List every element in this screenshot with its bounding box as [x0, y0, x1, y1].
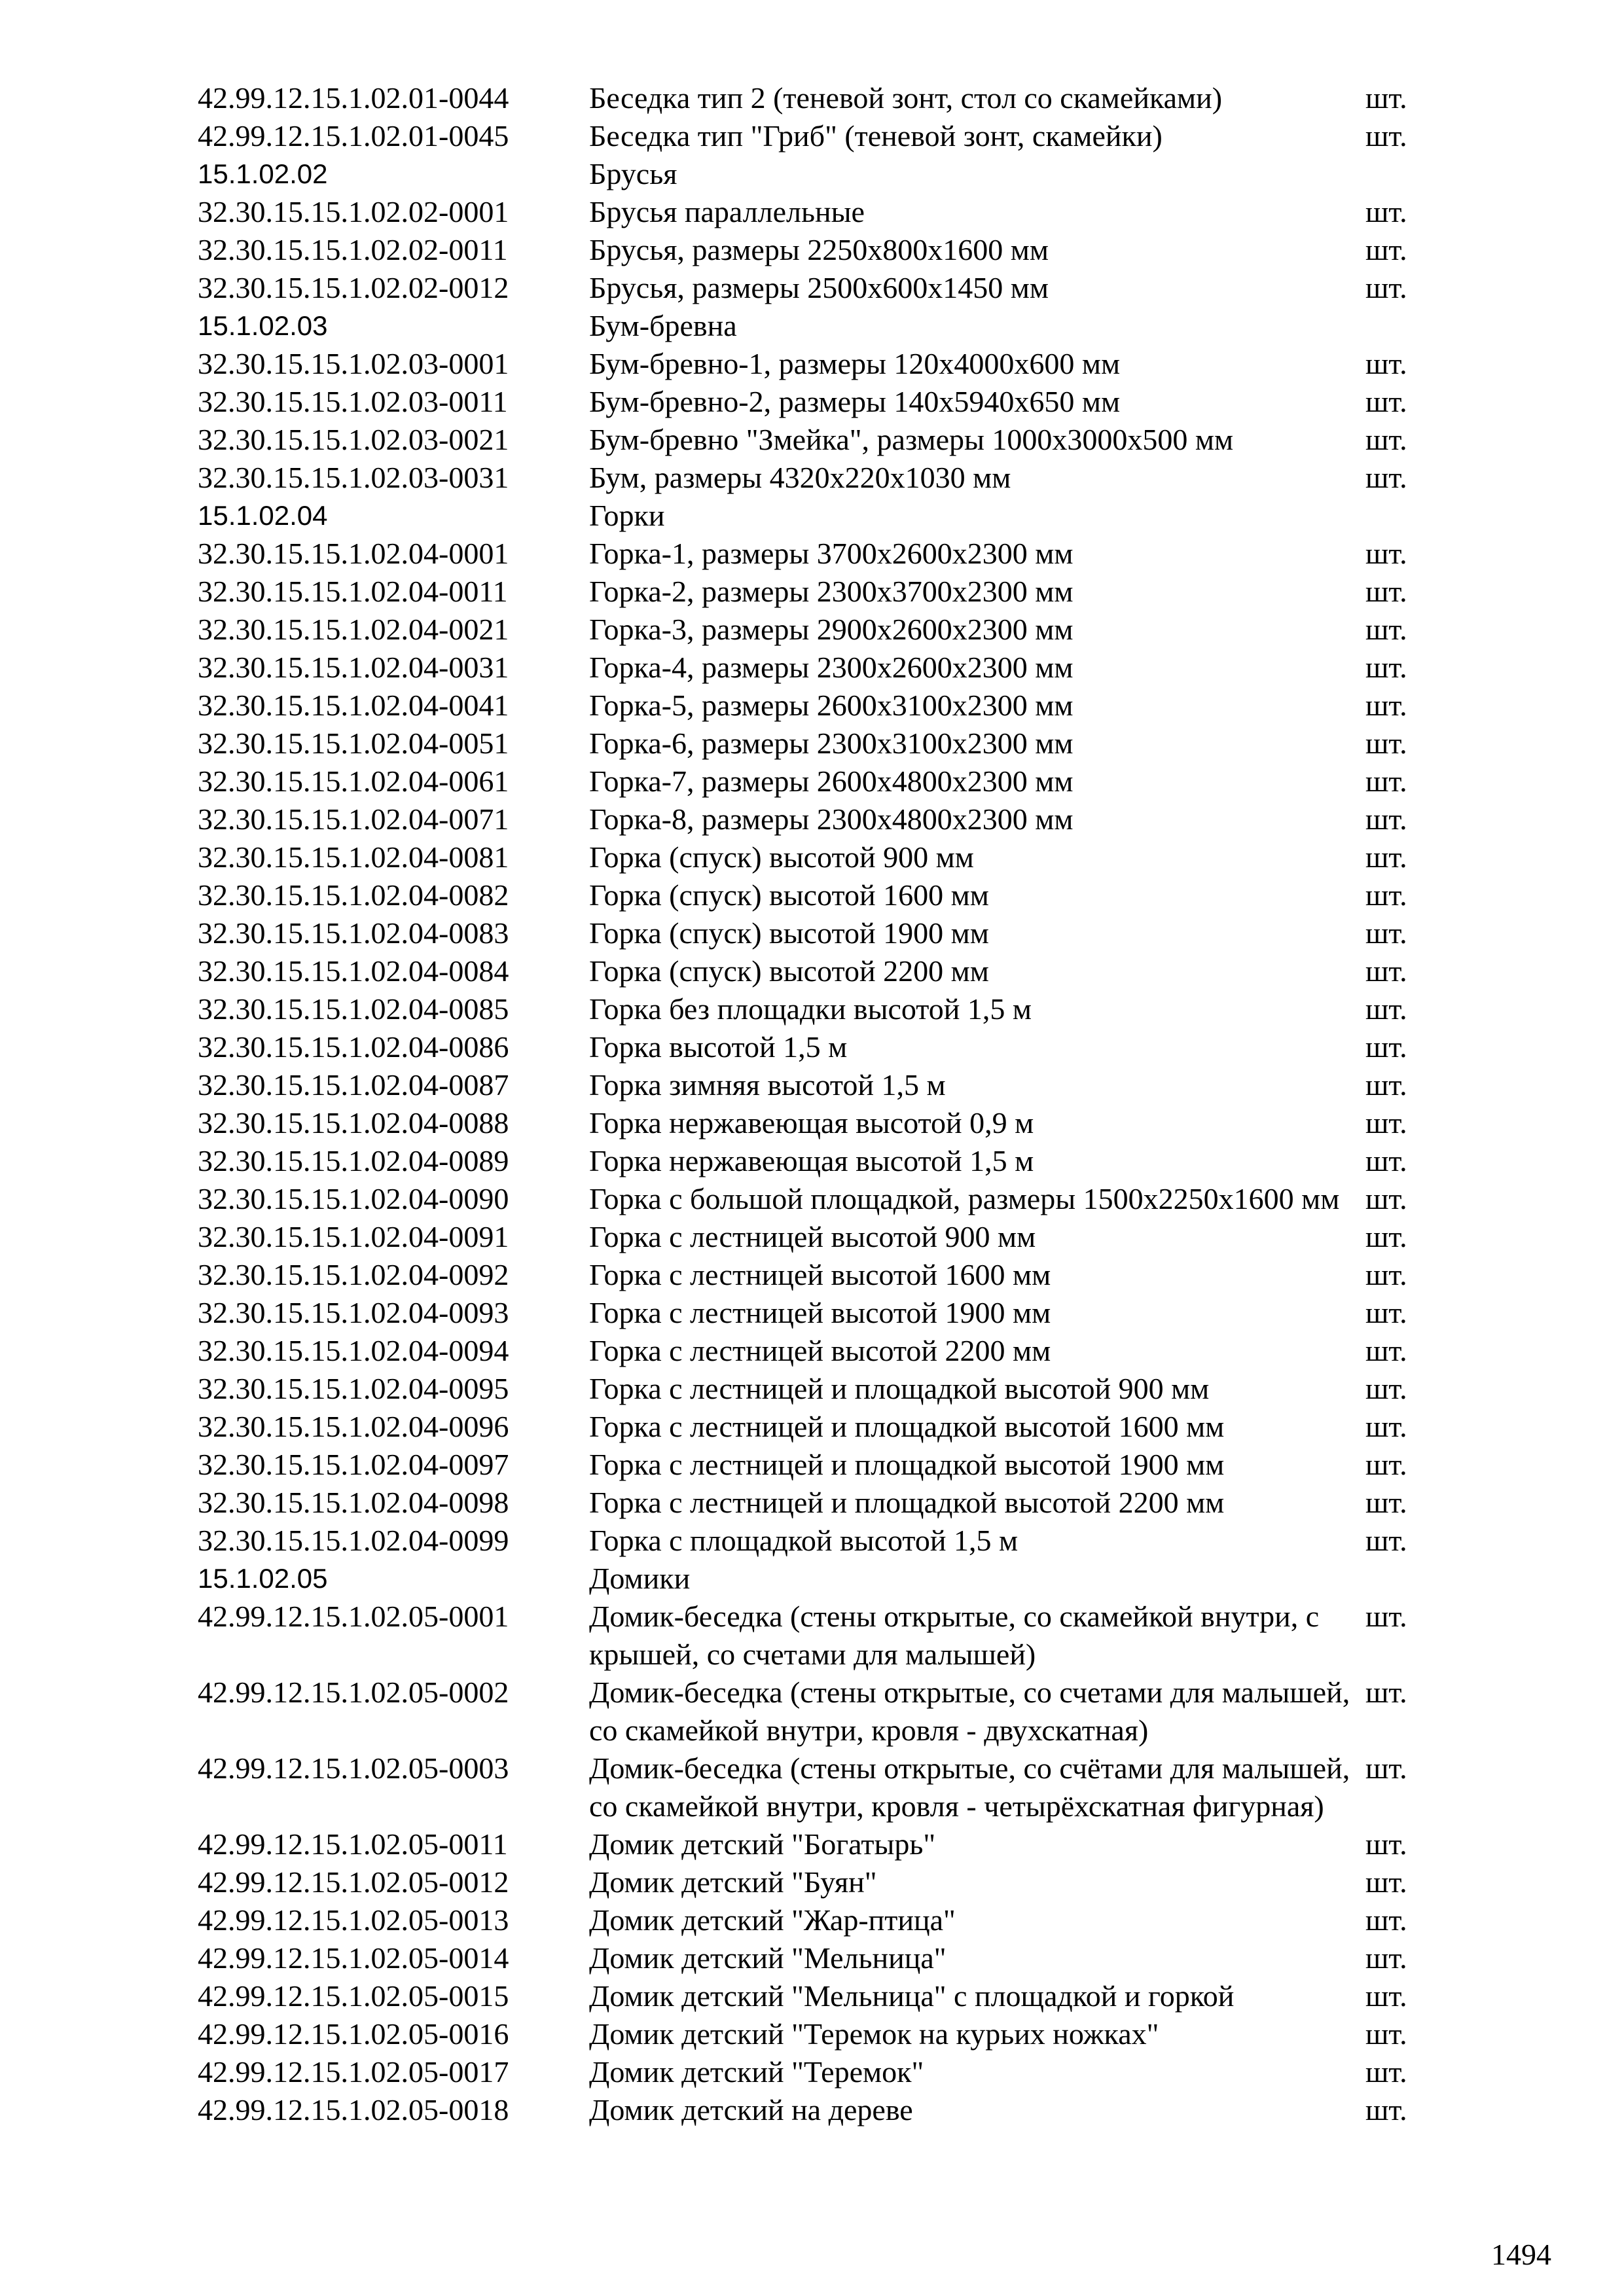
item-name: Домик детский "Жар-птица" — [589, 1903, 956, 1937]
item-unit: шт. — [1365, 575, 1407, 608]
item-name: Бум-бревно-2, размеры 140х5940х650 мм — [589, 385, 1121, 418]
item-code: 42.99.12.15.1.02.01-0044 — [198, 81, 509, 115]
section-title: Брусья — [589, 157, 677, 190]
list-item — [198, 231, 1441, 269]
item-unit: шт. — [1365, 1410, 1407, 1443]
section-code: 15.1.02.02 — [198, 158, 328, 189]
item-name: Горка с площадкой высотой 1,5 м — [589, 1524, 1019, 1557]
list-item — [198, 1332, 1441, 1370]
item-name: Домик детский "Мельница" — [589, 1941, 947, 1975]
section-title: Горки — [589, 499, 665, 532]
item-code: 32.30.15.15.1.02.04-0086 — [198, 1030, 509, 1064]
list-item — [198, 1028, 1441, 1066]
item-unit: шт. — [1365, 1448, 1407, 1481]
item-name: Домик-беседка (стены открытые, со счётами для малышей, со скамейкой внутри, кровля - четырёхскатная фигурная) — [589, 1751, 1350, 1823]
list-item — [198, 687, 1441, 725]
item-unit: шт. — [1365, 1258, 1407, 1291]
list-item — [198, 1370, 1441, 1408]
item-name: Горка-8, размеры 2300х4800х2300 мм — [589, 802, 1074, 836]
item-unit: шт. — [1365, 1030, 1407, 1064]
item-code: 32.30.15.15.1.02.04-0082 — [198, 878, 509, 912]
item-name: Горка (спуск) высотой 2200 мм — [589, 954, 989, 988]
item-name: Горка-7, размеры 2600х4800х2300 мм — [589, 764, 1074, 798]
item-code: 42.99.12.15.1.02.05-0017 — [198, 2055, 509, 2089]
list-item — [198, 952, 1441, 990]
item-unit: шт. — [1365, 916, 1407, 950]
section-header-row — [198, 307, 1441, 345]
section-title: Домики — [589, 1562, 691, 1595]
item-name: Горка высотой 1,5 м — [589, 1030, 848, 1064]
list-item — [198, 800, 1441, 838]
item-unit: шт. — [1365, 1106, 1407, 1139]
item-unit: шт. — [1365, 1296, 1407, 1329]
list-item — [198, 1977, 1441, 2015]
item-unit: шт. — [1365, 1144, 1407, 1177]
item-name: Горка нержавеющая высотой 0,9 м — [589, 1106, 1034, 1139]
item-name: Горка нержавеющая высотой 1,5 м — [589, 1144, 1034, 1177]
resource-list — [198, 79, 1441, 2129]
item-code: 42.99.12.15.1.02.05-0011 — [198, 1827, 508, 1861]
item-name: Горка с лестницей и площадкой высотой 1600 мм — [589, 1410, 1225, 1443]
item-name: Беседка тип "Гриб" (теневой зонт, скамейки) — [589, 119, 1163, 152]
item-unit: шт. — [1365, 1600, 1407, 1633]
list-item — [198, 535, 1441, 573]
item-unit: шт. — [1365, 537, 1407, 570]
list-item — [198, 1939, 1441, 1977]
item-code: 42.99.12.15.1.02.05-0015 — [198, 1979, 509, 2013]
item-name: Горка без площадки высотой 1,5 м — [589, 992, 1032, 1026]
item-code: 32.30.15.15.1.02.04-0011 — [198, 575, 508, 608]
item-name: Домик-беседка (стены открытые, со счетами для малышей, со скамейкой внутри, кровля - двухскатная) — [589, 1676, 1350, 1747]
item-unit: шт. — [1365, 81, 1407, 115]
section-code: 15.1.02.05 — [198, 1563, 328, 1594]
item-code: 42.99.12.15.1.02.05-0001 — [198, 1600, 509, 1633]
item-code: 32.30.15.15.1.02.04-0061 — [198, 764, 509, 798]
item-unit: шт. — [1365, 271, 1407, 304]
item-code: 32.30.15.15.1.02.04-0001 — [198, 537, 509, 570]
item-code: 42.99.12.15.1.02.01-0045 — [198, 119, 509, 152]
item-name: Домик-беседка (стены открытые, со скамейкой внутри, с крышей, со счетами для малышей) — [589, 1600, 1320, 1671]
item-unit: шт. — [1365, 992, 1407, 1026]
item-code: 32.30.15.15.1.02.03-0021 — [198, 423, 509, 456]
item-name: Домик детский "Богатырь" — [589, 1827, 936, 1861]
item-code: 32.30.15.15.1.02.04-0094 — [198, 1334, 509, 1367]
list-item — [198, 1294, 1441, 1332]
section-header-row — [198, 155, 1441, 193]
item-name: Брусья, размеры 2250х800х1600 мм — [589, 233, 1049, 266]
item-name: Горка-3, размеры 2900х2600х2300 мм — [589, 613, 1074, 646]
item-code: 42.99.12.15.1.02.05-0018 — [198, 2093, 509, 2126]
item-name: Горка-1, размеры 3700х2600х2300 мм — [589, 537, 1074, 570]
item-code: 32.30.15.15.1.02.02-0011 — [198, 233, 508, 266]
list-item — [198, 1218, 1441, 1256]
item-code: 32.30.15.15.1.02.04-0031 — [198, 651, 509, 684]
item-unit: шт. — [1365, 878, 1407, 912]
item-unit: шт. — [1365, 1903, 1407, 1937]
item-unit: шт. — [1365, 347, 1407, 380]
item-unit: шт. — [1365, 2055, 1407, 2089]
item-name: Домик детский "Теремок на курьих ножках" — [589, 2017, 1159, 2051]
item-unit: шт. — [1365, 461, 1407, 494]
item-unit: шт. — [1365, 119, 1407, 152]
list-item — [198, 193, 1441, 231]
section-code: 15.1.02.03 — [198, 310, 328, 341]
item-code: 42.99.12.15.1.02.05-0014 — [198, 1941, 509, 1975]
list-item — [198, 838, 1441, 876]
list-item — [198, 383, 1441, 421]
item-code: 32.30.15.15.1.02.04-0097 — [198, 1448, 509, 1481]
item-code: 32.30.15.15.1.02.02-0001 — [198, 195, 509, 228]
list-item — [198, 1598, 1441, 1674]
item-unit: шт. — [1365, 423, 1407, 456]
item-unit: шт. — [1365, 2093, 1407, 2126]
list-item — [198, 1863, 1441, 1901]
item-code: 42.99.12.15.1.02.05-0013 — [198, 1903, 509, 1937]
item-name: Горка с лестницей высотой 2200 мм — [589, 1334, 1051, 1367]
item-unit: шт. — [1365, 954, 1407, 988]
list-item — [198, 2091, 1441, 2129]
item-unit: шт. — [1365, 1751, 1407, 1785]
item-unit: шт. — [1365, 802, 1407, 836]
item-name: Беседка тип 2 (теневой зонт, стол со скамейками) — [589, 81, 1223, 115]
item-name: Горка (спуск) высотой 1600 мм — [589, 878, 989, 912]
list-item — [198, 1256, 1441, 1294]
list-item — [198, 990, 1441, 1028]
list-item — [198, 2053, 1441, 2091]
list-item — [198, 1104, 1441, 1142]
item-code: 32.30.15.15.1.02.04-0083 — [198, 916, 509, 950]
item-unit: шт. — [1365, 233, 1407, 266]
item-unit: шт. — [1365, 1486, 1407, 1519]
list-item — [198, 421, 1441, 459]
item-name: Брусья параллельные — [589, 195, 865, 228]
list-item — [198, 1825, 1441, 1863]
item-name: Домик детский на дереве — [589, 2093, 913, 2126]
item-name: Бум, размеры 4320х220х1030 мм — [589, 461, 1011, 494]
item-code: 32.30.15.15.1.02.04-0085 — [198, 992, 509, 1026]
item-unit: шт. — [1365, 1979, 1407, 2013]
item-name: Горка с лестницей и площадкой высотой 2200 мм — [589, 1486, 1225, 1519]
list-item — [198, 1522, 1441, 1560]
item-code: 32.30.15.15.1.02.04-0021 — [198, 613, 509, 646]
item-name: Горка с большой площадкой, размеры 1500х2250х1600 мм — [589, 1182, 1340, 1215]
item-unit: шт. — [1365, 689, 1407, 722]
list-item — [198, 573, 1441, 611]
item-code: 32.30.15.15.1.02.04-0092 — [198, 1258, 509, 1291]
section-header-row — [198, 1560, 1441, 1598]
item-unit: шт. — [1365, 1865, 1407, 1899]
item-code: 42.99.12.15.1.02.05-0016 — [198, 2017, 509, 2051]
item-code: 32.30.15.15.1.02.04-0051 — [198, 726, 509, 760]
page-number: 1494 — [1491, 2238, 1551, 2271]
item-name: Горка с лестницей высотой 1600 мм — [589, 1258, 1051, 1291]
item-code: 32.30.15.15.1.02.04-0087 — [198, 1068, 509, 1102]
item-name: Домик детский "Буян" — [589, 1865, 877, 1899]
item-code: 32.30.15.15.1.02.04-0096 — [198, 1410, 509, 1443]
item-name: Горка-2, размеры 2300х3700х2300 мм — [589, 575, 1074, 608]
item-unit: шт. — [1365, 651, 1407, 684]
item-name: Горка зимняя высотой 1,5 м — [589, 1068, 946, 1102]
section-header-row — [198, 497, 1441, 535]
item-code: 32.30.15.15.1.02.04-0095 — [198, 1372, 509, 1405]
list-item — [198, 876, 1441, 914]
item-code: 32.30.15.15.1.02.04-0081 — [198, 840, 509, 874]
item-code: 32.30.15.15.1.02.03-0001 — [198, 347, 509, 380]
item-code: 32.30.15.15.1.02.04-0098 — [198, 1486, 509, 1519]
item-unit: шт. — [1365, 1827, 1407, 1861]
section-code: 15.1.02.04 — [198, 500, 328, 531]
item-code: 32.30.15.15.1.02.04-0099 — [198, 1524, 509, 1557]
item-name: Бум-бревно "Змейка", размеры 1000х3000х500 мм — [589, 423, 1234, 456]
list-item — [198, 1674, 1441, 1749]
list-item — [198, 1901, 1441, 1939]
list-item — [198, 79, 1441, 117]
list-item — [198, 725, 1441, 762]
list-item — [198, 1142, 1441, 1180]
item-unit: шт. — [1365, 1372, 1407, 1405]
list-item — [198, 345, 1441, 383]
item-name: Горка-4, размеры 2300х2600х2300 мм — [589, 651, 1074, 684]
item-code: 32.30.15.15.1.02.04-0091 — [198, 1220, 509, 1253]
list-item — [198, 1180, 1441, 1218]
item-unit: шт. — [1365, 613, 1407, 646]
item-code: 32.30.15.15.1.02.03-0011 — [198, 385, 508, 418]
list-item — [198, 914, 1441, 952]
item-name: Бум-бревно-1, размеры 120х4000х600 мм — [589, 347, 1121, 380]
item-unit: шт. — [1365, 1220, 1407, 1253]
item-code: 32.30.15.15.1.02.04-0088 — [198, 1106, 509, 1139]
item-name: Горка-6, размеры 2300х3100х2300 мм — [589, 726, 1074, 760]
list-item — [198, 1484, 1441, 1522]
list-item — [198, 2015, 1441, 2053]
list-item — [198, 1066, 1441, 1104]
item-code: 32.30.15.15.1.02.04-0084 — [198, 954, 509, 988]
list-item — [198, 762, 1441, 800]
item-unit: шт. — [1365, 764, 1407, 798]
list-item — [198, 649, 1441, 687]
item-code: 32.30.15.15.1.02.04-0090 — [198, 1182, 509, 1215]
list-item — [198, 459, 1441, 497]
item-unit: шт. — [1365, 1182, 1407, 1215]
list-item — [198, 1408, 1441, 1446]
item-unit: шт. — [1365, 1941, 1407, 1975]
item-code: 32.30.15.15.1.02.02-0012 — [198, 271, 509, 304]
item-code: 32.30.15.15.1.02.04-0089 — [198, 1144, 509, 1177]
item-name: Горка-5, размеры 2600х3100х2300 мм — [589, 689, 1074, 722]
item-unit: шт. — [1365, 385, 1407, 418]
item-name: Горка с лестницей высотой 1900 мм — [589, 1296, 1051, 1329]
item-code: 32.30.15.15.1.02.03-0031 — [198, 461, 509, 494]
item-code: 42.99.12.15.1.02.05-0003 — [198, 1751, 509, 1785]
item-name: Домик детский "Мельница" с площадкой и горкой — [589, 1979, 1235, 2013]
item-name: Горка (спуск) высотой 900 мм — [589, 840, 974, 874]
item-unit: шт. — [1365, 1676, 1407, 1709]
item-unit: шт. — [1365, 1524, 1407, 1557]
list-item — [198, 1749, 1441, 1825]
item-code: 32.30.15.15.1.02.04-0093 — [198, 1296, 509, 1329]
item-code: 42.99.12.15.1.02.05-0002 — [198, 1676, 509, 1709]
item-name: Горка с лестницей и площадкой высотой 900 мм — [589, 1372, 1210, 1405]
item-name: Горка с лестницей высотой 900 мм — [589, 1220, 1036, 1253]
list-item — [198, 611, 1441, 649]
list-item — [198, 269, 1441, 307]
item-code: 32.30.15.15.1.02.04-0041 — [198, 689, 509, 722]
item-unit: шт. — [1365, 1334, 1407, 1367]
item-unit: шт. — [1365, 726, 1407, 760]
item-unit: шт. — [1365, 840, 1407, 874]
section-title: Бум-бревна — [589, 309, 737, 342]
item-unit: шт. — [1365, 1068, 1407, 1102]
item-code: 42.99.12.15.1.02.05-0012 — [198, 1865, 509, 1899]
item-name: Домик детский "Теремок" — [589, 2055, 924, 2089]
item-name: Горка с лестницей и площадкой высотой 1900 мм — [589, 1448, 1225, 1481]
item-name: Горка (спуск) высотой 1900 мм — [589, 916, 989, 950]
item-name: Брусья, размеры 2500х600х1450 мм — [589, 271, 1049, 304]
list-item — [198, 1446, 1441, 1484]
item-code: 32.30.15.15.1.02.04-0071 — [198, 802, 509, 836]
item-unit: шт. — [1365, 195, 1407, 228]
list-item — [198, 117, 1441, 155]
item-unit: шт. — [1365, 2017, 1407, 2051]
